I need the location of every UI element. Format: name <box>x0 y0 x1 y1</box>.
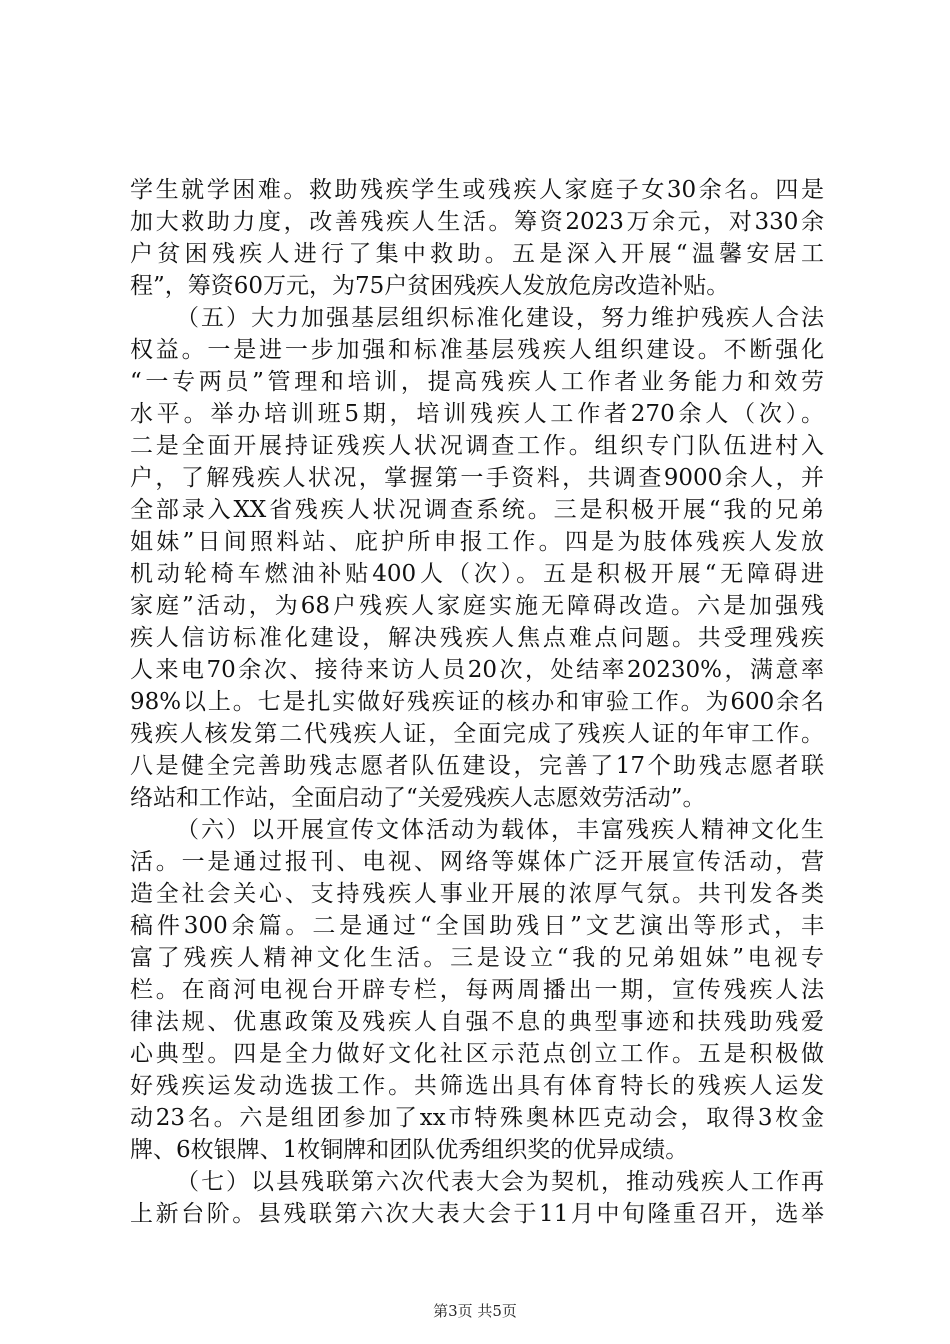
text-line: 权益。一是进一步加强和标准基层残疾人组织建设。不断强化 <box>130 337 824 363</box>
text-line: 稿件300余篇。二是通过“全国助残日”文艺演出等形式，丰 <box>130 913 824 939</box>
text-line: 心典型。四是全力做好文化社区示范点创立工作。五是积极做 <box>130 1041 824 1067</box>
text-line: 络站和工作站，全面启动了“关爱残疾人志愿效劳活动”。 <box>130 785 706 811</box>
page-number-footer: 第3页 共5页 <box>433 1302 517 1320</box>
document-body <box>130 174 824 1230</box>
text-line: 活。一是通过报刊、电视、网络等媒体广泛开展宣传活动，营 <box>130 849 824 875</box>
text-line: 栏。在商河电视台开辟专栏，每两周播出一期，宣传残疾人法 <box>130 977 824 1003</box>
text-line: 程”，筹资60万元，为75户贫困残疾人发放危房改造补贴。 <box>130 273 730 299</box>
text-line: 户贫困残疾人进行了集中救助。五是深入开展“温馨安居工 <box>130 241 824 267</box>
text-line: 牌、6枚银牌、1枚铜牌和团队优秀组织奖的优异成绩。 <box>130 1137 689 1163</box>
text-line: 造全社会关心、支持残疾人事业开展的浓厚气氛。共刊发各类 <box>130 881 824 907</box>
text-line: 动23名。六是组团参加了xx市特殊奥林匹克动会，取得3枚金 <box>130 1105 824 1131</box>
text-line: （五）大力加强基层组织标准化建设，努力维护残疾人合法 <box>176 305 824 331</box>
text-line: （七）以县残联第六次代表大会为契机，推动残疾人工作再 <box>176 1169 824 1195</box>
text-line: （六）以开展宣传文体活动为载体，丰富残疾人精神文化生 <box>176 817 824 843</box>
text-line: 姐妹”日间照料站、庇护所申报工作。四是为肢体残疾人发放 <box>130 529 824 555</box>
text-line: 机动轮椅车燃油补贴400人（次）。五是积极开展“无障碍进 <box>130 561 824 587</box>
text-line: 律法规、优惠政策及残疾人自强不息的典型事迹和扶残助残爱 <box>130 1009 824 1035</box>
text-line: 98%以上。七是扎实做好残疾证的核办和审验工作。为600余名 <box>130 689 824 715</box>
text-line: “一专两员”管理和培训，提高残疾人工作者业务能力和效劳 <box>130 369 824 395</box>
text-line: 人来电70余次、接待来访人员20次，处结率20230%，满意率 <box>130 657 824 683</box>
text-line: 水平。举办培训班5期，培训残疾人工作者270余人（次）。 <box>130 401 824 427</box>
text-line: 家庭”活动，为68户残疾人家庭实施无障碍改造。六是加强残 <box>130 593 824 619</box>
text-line: 八是健全完善助残志愿者队伍建设，完善了17个助残志愿者联 <box>130 753 824 779</box>
text-line: 加大救助力度，改善残疾人生活。筹资2023万余元，对330余 <box>130 209 824 235</box>
text-line: 残疾人核发第二代残疾人证，全面完成了残疾人证的年审工作。 <box>130 721 824 747</box>
text-line: 好残疾运发动选拔工作。共筛选出具有体育特长的残疾人运发 <box>130 1073 824 1099</box>
text-line: 二是全面开展持证残疾人状况调查工作。组织专门队伍进村入 <box>130 433 824 459</box>
text-line: 疾人信访标准化建设，解决残疾人焦点难点问题。共受理残疾 <box>130 625 824 651</box>
text-line: 户，了解残疾人状况，掌握第一手资料，共调查9000余人，并 <box>130 465 824 491</box>
text-line: 学生就学困难。救助残疾学生或残疾人家庭子女30余名。四是 <box>130 177 824 203</box>
text-line: 全部录入XX省残疾人状况调查系统。三是积极开展“我的兄弟 <box>130 497 824 523</box>
text-line: 富了残疾人精神文化生活。三是设立“我的兄弟姐妹”电视专 <box>130 945 824 971</box>
text-line: 上新台阶。县残联第六次大表大会于11月中旬隆重召开，选举 <box>130 1201 824 1227</box>
